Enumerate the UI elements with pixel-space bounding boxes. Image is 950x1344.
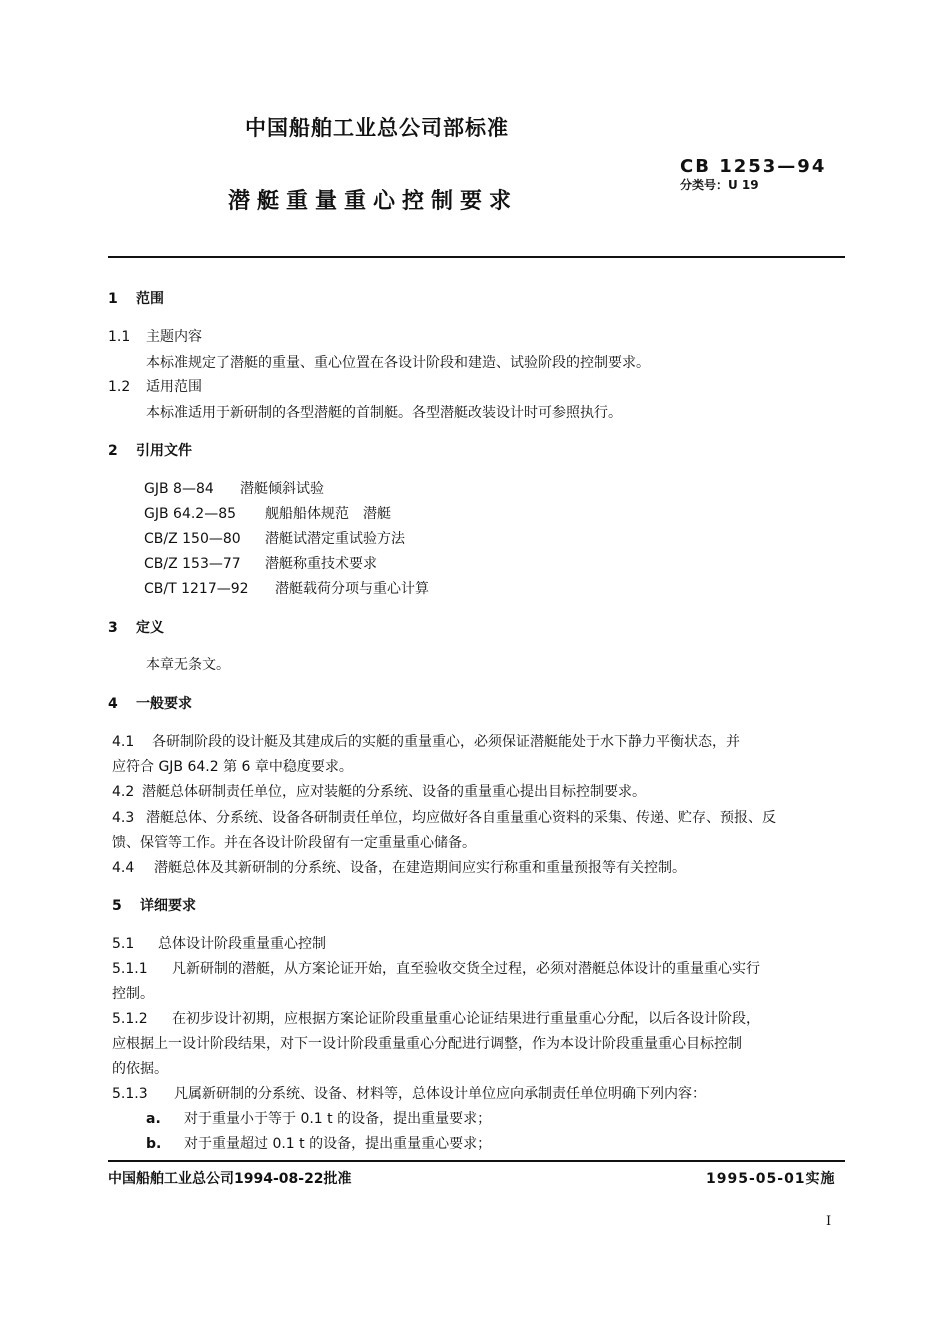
- section-3-text: 本章无条文。: [146, 657, 230, 673]
- clause-text: 各研制阶段的设计艇及其建成后的实艇的重量重心，必须保证潜艇能处于水下静力平衡状态，并: [152, 734, 740, 750]
- reference-item: [144, 478, 324, 498]
- section-title: 引用文件: [136, 443, 192, 459]
- reference-item: [144, 578, 429, 598]
- clause-number: 5.1.2: [112, 1011, 148, 1027]
- list-label: a.: [146, 1111, 161, 1127]
- section-1-heading: [108, 288, 164, 308]
- clause-4-3-line-2: 馈、保管等工作。并在各设计阶段留有一定重量重心储备。: [112, 835, 476, 851]
- clause-5-1-3: [112, 1083, 706, 1103]
- clause-text: 潜艇总体及其新研制的分系统、设备，在建造期间应实行称重和重量预报等有关控制。: [154, 860, 686, 876]
- reference-code: CB/Z 150—80: [144, 531, 241, 547]
- clause-number: 5.1.3: [112, 1086, 148, 1102]
- section-1-2-heading: [108, 376, 202, 396]
- list-label: b.: [146, 1136, 162, 1152]
- clause-5-1-2-line-3: 的依据。: [112, 1061, 168, 1077]
- list-text: 对于重量小于等于 0.1 t 的设备，提出重量要求；: [184, 1111, 492, 1127]
- implementation-date: 1995-05-01实施: [706, 1171, 836, 1187]
- clause-text: 潜艇总体研制责任单位，应对装艇的分系统、设备的重量重心提出目标控制要求。: [142, 784, 646, 800]
- clause-number: 4.3: [112, 810, 135, 826]
- section-3-heading: [108, 617, 164, 637]
- section-number: 4: [108, 696, 118, 712]
- section-title: 一般要求: [136, 696, 192, 712]
- reference-code: GJB 8—84: [144, 481, 214, 497]
- section-number: 2: [108, 443, 118, 459]
- section-title: 范围: [136, 291, 164, 307]
- list-item-b: [146, 1133, 491, 1153]
- clause-4-2: [112, 781, 646, 801]
- reference-code: GJB 64.2—85: [144, 506, 237, 522]
- section-5-1-heading: [112, 933, 326, 953]
- section-number: 1.2: [108, 379, 131, 395]
- reference-name: 潜艇称重技术要求: [265, 556, 377, 572]
- reference-item: [144, 503, 391, 523]
- section-1-1-heading: [108, 326, 202, 346]
- clause-5-1-1: [112, 958, 760, 978]
- classification-code: 分类号：U 19: [680, 178, 759, 192]
- clause-number: 4.1: [112, 734, 135, 750]
- section-title: 适用范围: [146, 379, 202, 395]
- clause-4-1-line-2: 应符合 GJB 64.2 第 6 章中稳度要求。: [112, 759, 353, 775]
- reference-code: CB/T 1217—92: [144, 581, 249, 597]
- clause-5-1-2: [112, 1008, 760, 1028]
- clause-number: 5.1.1: [112, 961, 148, 977]
- clause-4-4: [112, 857, 686, 877]
- section-number: 3: [108, 620, 118, 636]
- clause-4-3: [112, 807, 776, 827]
- section-4-heading: [108, 693, 192, 713]
- approval-date: 中国船舶工业总公司1994-08-22批准: [108, 1171, 352, 1187]
- header-divider: [108, 256, 845, 258]
- reference-item: [144, 553, 377, 573]
- reference-code: CB/Z 153—77: [144, 556, 241, 572]
- reference-name: 舰船船体规范 潜艇: [265, 506, 391, 522]
- org-title: 中国船舶工业总公司部标准: [245, 116, 509, 140]
- section-title: 定义: [136, 620, 164, 636]
- section-number: 1: [108, 291, 118, 307]
- section-title: 总体设计阶段重量重心控制: [158, 936, 326, 952]
- clause-text: 凡新研制的潜艇，从方案论证开始，直至验收交货全过程，必须对潜艇总体设计的重量重心实行: [172, 961, 760, 977]
- document-title: 潜艇重量重心控制要求: [228, 189, 519, 214]
- page-number: I: [826, 1214, 832, 1229]
- section-5-heading: [112, 895, 196, 915]
- section-1-2-text: 本标准适用于新研制的各型潜艇的首制艇。各型潜艇改装设计时可参照执行。: [146, 405, 622, 421]
- clause-number: 4.2: [112, 784, 135, 800]
- clause-5-1-2-line-2: 应根据上一设计阶段结果，对下一设计阶段重量重心分配进行调整，作为本设计阶段重量重心目标控制: [112, 1036, 742, 1052]
- section-number: 1.1: [108, 329, 131, 345]
- list-text: 对于重量超过 0.1 t 的设备，提出重量重心要求；: [184, 1136, 492, 1152]
- section-title: 详细要求: [140, 898, 196, 914]
- section-1-1-text: 本标准规定了潜艇的重量、重心位置在各设计阶段和建造、试验阶段的控制要求。: [146, 355, 650, 371]
- clause-text: 潜艇总体、分系统、设备各研制责任单位，均应做好各自重量重心资料的采集、传递、贮存、预报、反: [146, 810, 776, 826]
- standard-code: CB 1253—94: [680, 156, 827, 177]
- list-item-a: [146, 1108, 491, 1128]
- footer-divider: [108, 1160, 845, 1162]
- clause-5-1-1-line-2: 控制。: [112, 986, 154, 1002]
- clause-text: 在初步设计初期，应根据方案论证阶段重量重心论证结果进行重量重心分配，以后各设计阶段，: [172, 1011, 760, 1027]
- section-2-heading: [108, 440, 192, 460]
- clause-4-1: [112, 731, 740, 751]
- clause-number: 4.4: [112, 860, 135, 876]
- section-title: 主题内容: [146, 329, 202, 345]
- section-number: 5: [112, 898, 122, 914]
- reference-name: 潜艇倾斜试验: [240, 481, 324, 497]
- section-number: 5.1: [112, 936, 135, 952]
- reference-item: [144, 528, 405, 548]
- reference-name: 潜艇载荷分项与重心计算: [275, 581, 429, 597]
- reference-name: 潜艇试潜定重试验方法: [265, 531, 405, 547]
- clause-text: 凡属新研制的分系统、设备、材料等，总体设计单位应向承制责任单位明确下列内容：: [174, 1086, 706, 1102]
